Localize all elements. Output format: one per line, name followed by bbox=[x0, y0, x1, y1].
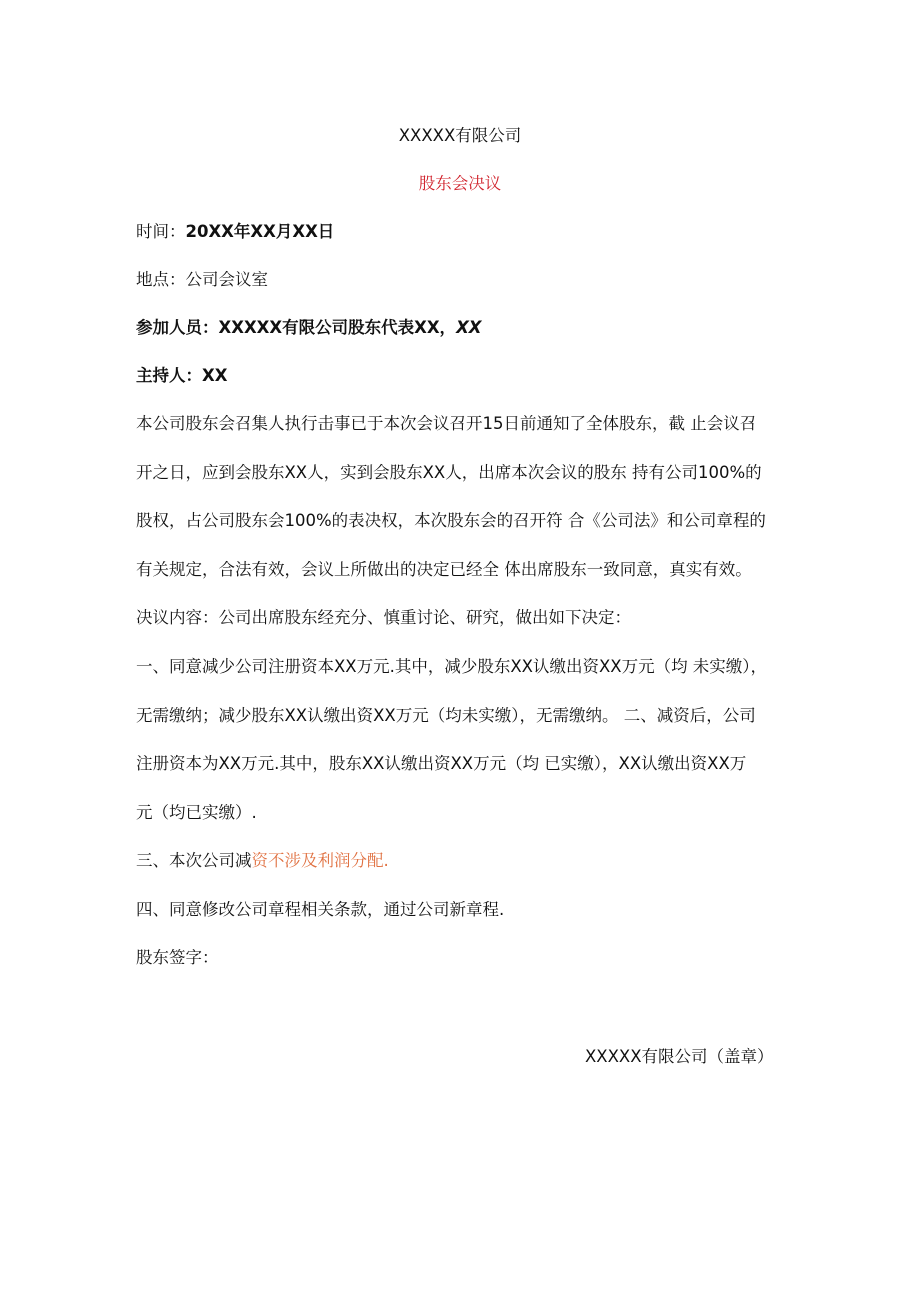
item3-prefix: 三、本次公司减 bbox=[136, 851, 252, 870]
intro-row: 股权，占公司股东会100%的表决权，本次股东会的召开符 合《公司法》和公司章程的 bbox=[136, 511, 766, 530]
meeting-host bbox=[136, 364, 227, 388]
meeting-time bbox=[136, 220, 334, 244]
resolution-row: 元（均已实缴）. bbox=[136, 802, 257, 822]
resolution-title: 股东会决议 bbox=[418, 174, 502, 193]
place-value: 公司会议室 bbox=[185, 270, 268, 289]
item3-suffix: 资不涉及利润分配. bbox=[251, 851, 389, 870]
time-label: 时间： bbox=[136, 222, 186, 241]
intro-row: 有关规定，合法有效，会议上所做出的决定已经全 体出席股东一致同意，真实有效。 bbox=[136, 559, 752, 579]
company-title: XXXXX有限公司 bbox=[398, 126, 522, 145]
intro-row: 本公司股东会召集人执行击事已于本次会议召开15日前通知了全体股东，截 止会议召 bbox=[136, 414, 757, 433]
signature-label: 股东签字： bbox=[136, 948, 219, 967]
meeting-attendees bbox=[136, 316, 482, 340]
resolution-row: 一、同意减少公司注册资本XX万元.其中，减少股东XX认缴出资XX万元（均 未实缴）， bbox=[136, 657, 768, 676]
resolution-item-1 bbox=[136, 643, 786, 837]
resolution-row: 无需缴纳；减少股东XX认缴出资XX万元（均未实缴），无需缴纳。 二、减资后，公司 bbox=[136, 705, 756, 725]
time-value: 20XX年XX月XX日 bbox=[185, 222, 335, 241]
resolution-row: 注册资本为XX万元.其中，股东XX认缴出资XX万元（均 已实缴），XX认缴出资XX万 bbox=[136, 754, 747, 773]
resolution-heading: 决议内容：公司出席股东经充分、慎重讨论、研究，做出如下决定： bbox=[136, 608, 631, 627]
intro-paragraph bbox=[136, 400, 786, 594]
company-seal: XXXXX有限公司（盖章） bbox=[585, 1047, 774, 1066]
resolution-item-4: 四、同意修改公司章程相关条款，通过公司新章程. bbox=[136, 900, 505, 919]
attendees-label: 参加人员： bbox=[136, 318, 219, 337]
meeting-place bbox=[136, 268, 268, 292]
host-value: XX bbox=[202, 366, 228, 385]
place-label: 地点： bbox=[136, 270, 186, 289]
attendees-value-2: XX bbox=[456, 318, 482, 337]
resolution-item-3 bbox=[136, 849, 389, 873]
host-label: 主持人： bbox=[136, 366, 202, 385]
intro-row: 开之日，应到会股东XX人，实到会股东XX人，出席本次会议的股东 持有公司100%的 bbox=[136, 462, 762, 482]
attendees-value: XXXXX有限公司股东代表XX， bbox=[218, 318, 457, 337]
